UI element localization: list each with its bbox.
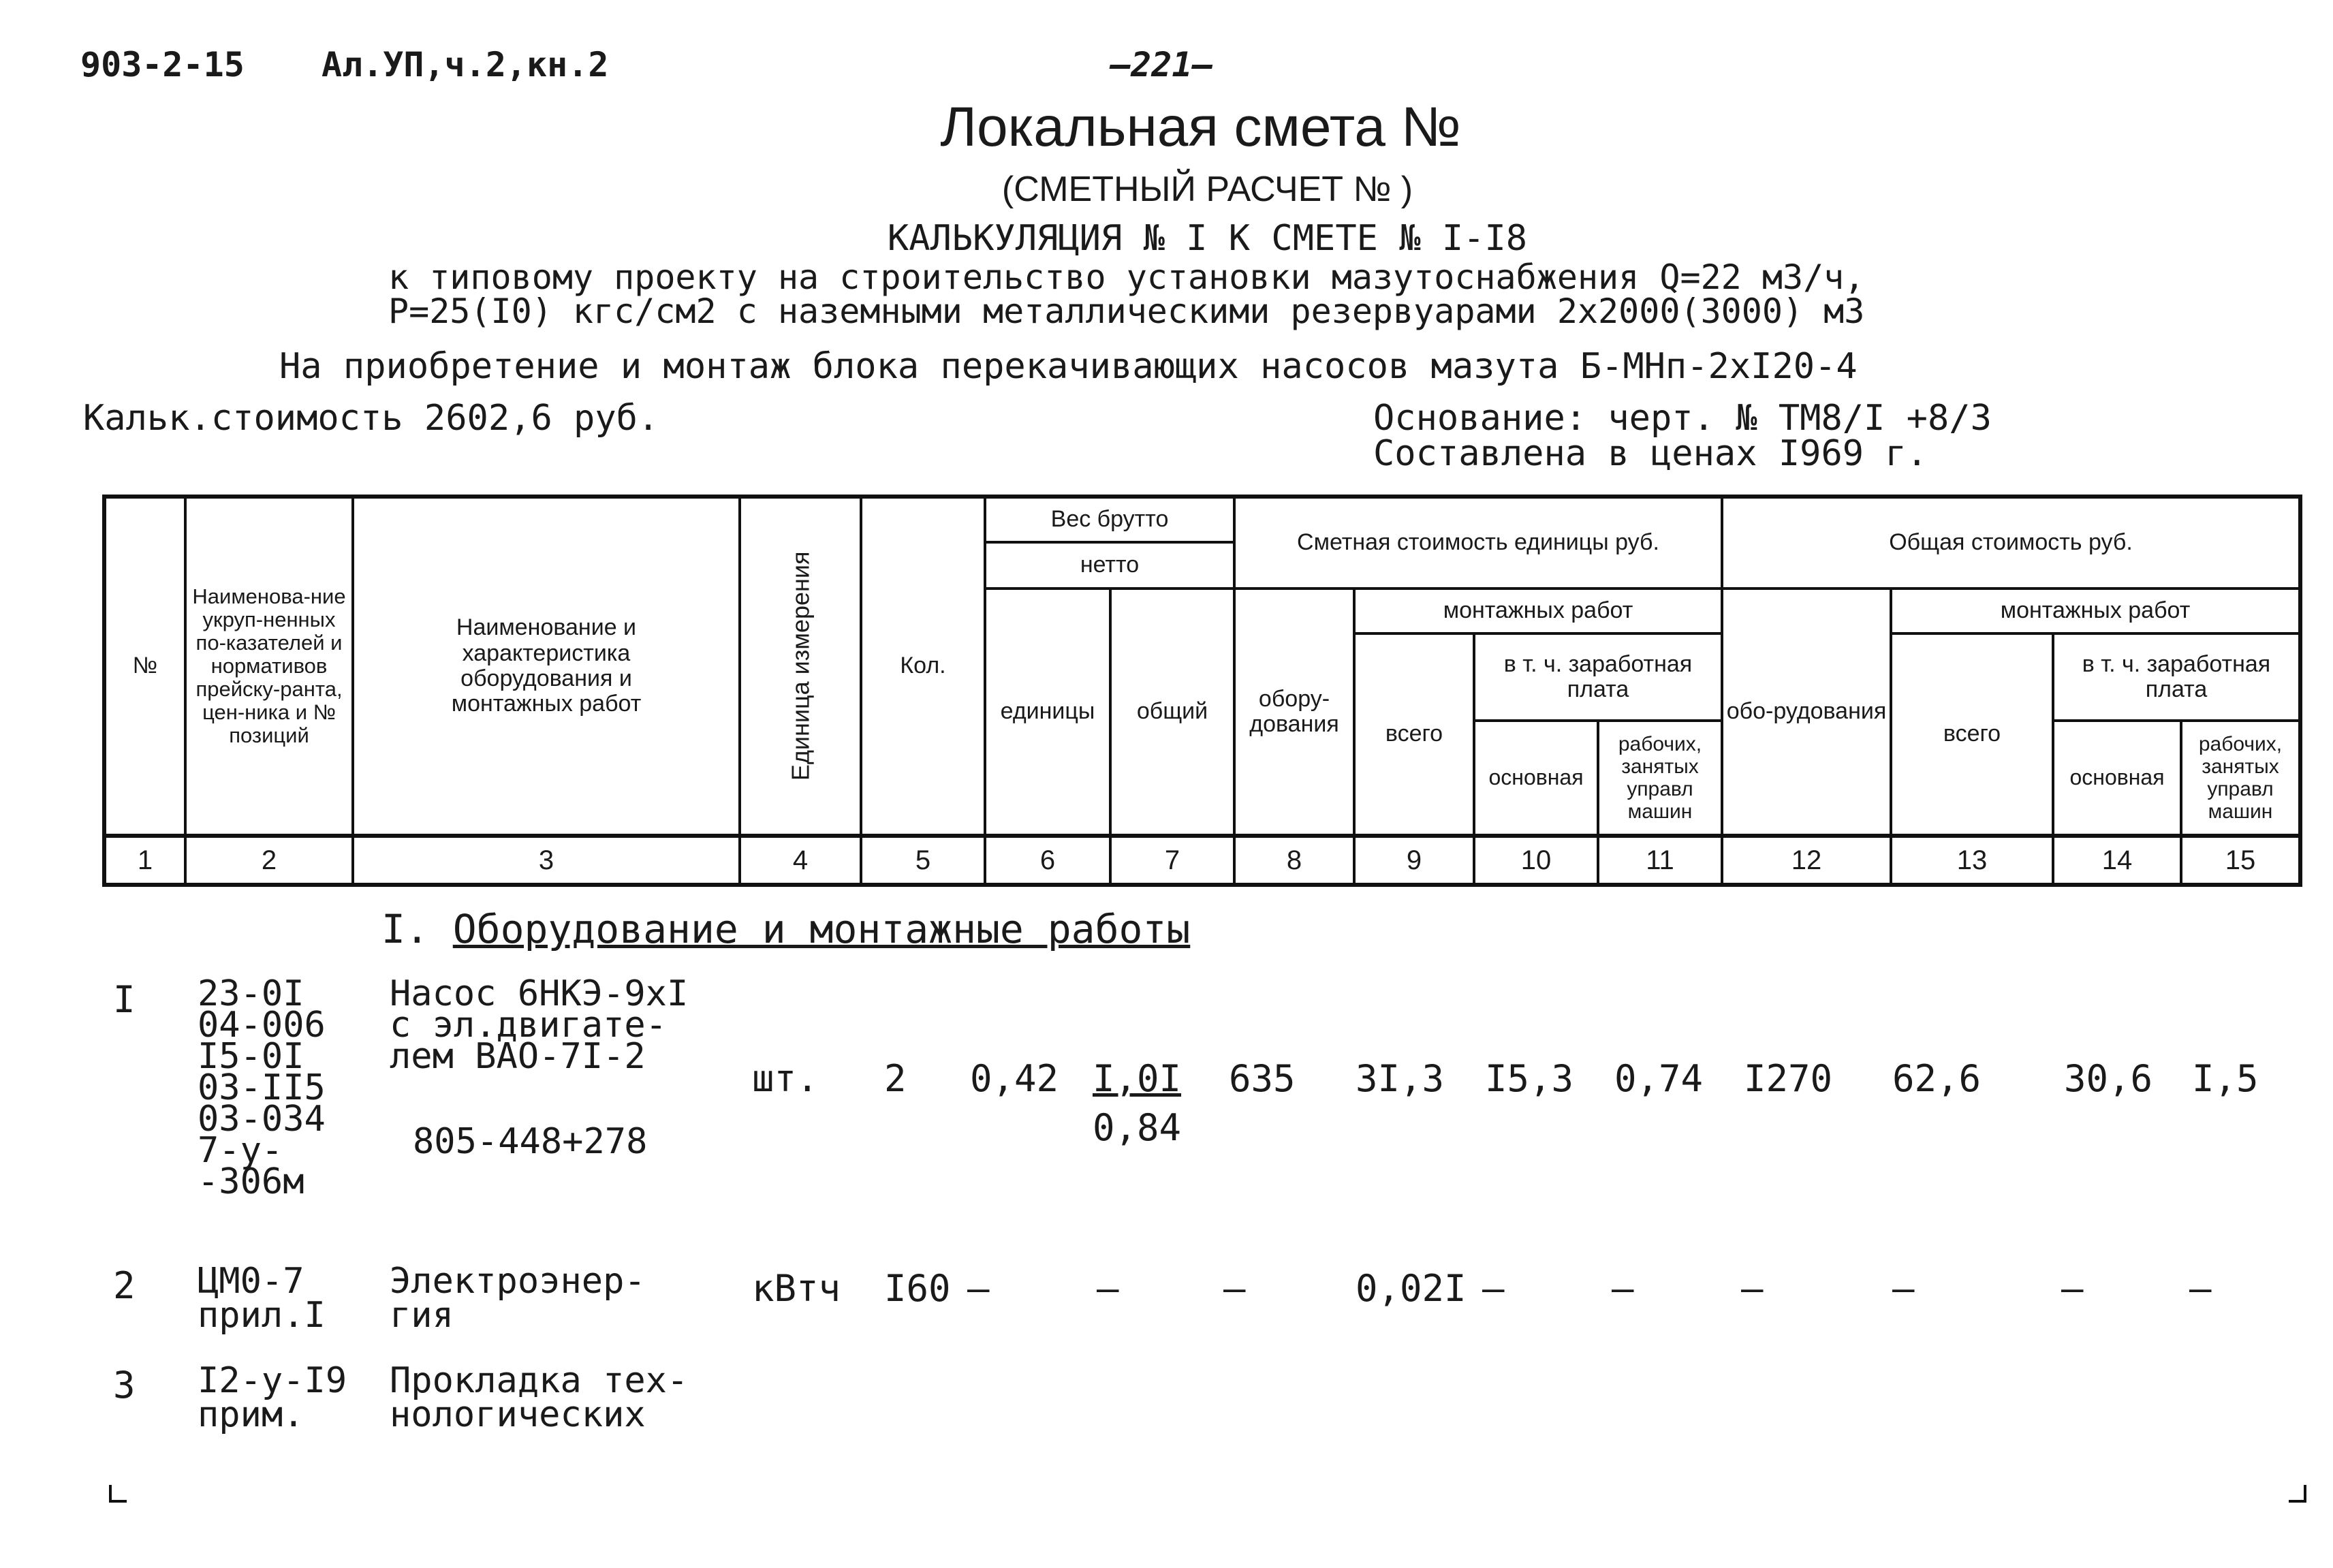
row-references bbox=[198, 1261, 326, 1336]
col-header-weight-gross: Вес брутто bbox=[1050, 506, 1169, 533]
row-total-equipment: – bbox=[1741, 1267, 1764, 1310]
col-header-number: № bbox=[132, 653, 158, 679]
row-item-name bbox=[390, 1261, 646, 1336]
project-description-line1: к типовому проекту на строительство установки мазутоснабжения Q=22 м3/ч, bbox=[388, 257, 1865, 297]
row-number: 3 bbox=[113, 1364, 136, 1407]
row-unit-mount-cost: 0,02I bbox=[1356, 1267, 1467, 1310]
reference-line: I5-0I bbox=[198, 1036, 304, 1077]
item-name-line: гия bbox=[390, 1295, 454, 1336]
row-item-name bbox=[390, 973, 689, 1077]
reference-line: прил.I bbox=[198, 1295, 326, 1336]
row-total-equipment: I270 bbox=[1744, 1057, 1833, 1100]
crop-mark-left bbox=[109, 1485, 127, 1503]
col-number: 2 bbox=[261, 845, 277, 875]
col-number: 15 bbox=[2225, 845, 2256, 875]
row-total-mount: – bbox=[1892, 1267, 1915, 1310]
reference-line: 7-у- bbox=[198, 1130, 283, 1171]
col-number: 7 bbox=[1164, 845, 1180, 875]
col-number: 11 bbox=[1646, 845, 1674, 875]
col-header-weight-net: нетто bbox=[1080, 552, 1140, 578]
col-number: 3 bbox=[538, 845, 554, 875]
col-number: 5 bbox=[915, 845, 931, 875]
col-header-unit-mounting: монтажных работ bbox=[1443, 597, 1633, 624]
reference-line: -306м bbox=[198, 1161, 304, 1202]
col-header-unit-salary: в т. ч. заработная плата bbox=[1503, 650, 1693, 702]
row-total-mount: 62,6 bbox=[1892, 1057, 1982, 1100]
price-year: Составлена в ценах I969 г. bbox=[1373, 433, 1928, 474]
col-number: 10 bbox=[1520, 845, 1552, 875]
row-unit-salary-machine: – bbox=[1612, 1267, 1634, 1310]
col-header-name: Наименование и характеристика оборудования и монтажных работ bbox=[451, 614, 642, 717]
row-number: 2 bbox=[113, 1264, 136, 1307]
col-number: 4 bbox=[792, 845, 809, 875]
reference-line: ЦМ0-7 bbox=[198, 1261, 304, 1302]
col-number: 6 bbox=[1039, 845, 1056, 875]
col-header-weight-unit: единицы bbox=[1000, 698, 1095, 725]
col-header-total-salary: в т. ч. заработная плата bbox=[2082, 650, 2271, 702]
item-name-line: Электроэнер- bbox=[390, 1261, 646, 1302]
reference-line: 23-0I bbox=[198, 973, 304, 1014]
reference-line: I2-у-I9 bbox=[198, 1360, 347, 1401]
col-header-unit-salary-base: основная bbox=[1488, 765, 1584, 790]
row-price-formula: 805-448+278 bbox=[413, 1121, 648, 1162]
page-title: Локальная смета № bbox=[940, 96, 1461, 158]
page-subtitle: (СМЕТНЫЙ РАСЧЕТ № ) bbox=[1001, 170, 1413, 209]
row-weight-unit: – bbox=[967, 1267, 990, 1310]
col-header-total-salary-base: основная bbox=[2069, 765, 2165, 790]
row-unit-salary-base: I5,3 bbox=[1485, 1057, 1574, 1100]
crop-mark-right bbox=[2289, 1485, 2306, 1503]
row-weight-unit: 0,42 bbox=[970, 1057, 1059, 1100]
row-total-salary-machine: I,5 bbox=[2192, 1057, 2259, 1100]
row-weight-total: – bbox=[1097, 1267, 1119, 1310]
col-number: 12 bbox=[1791, 845, 1822, 875]
section-number: I. bbox=[381, 906, 429, 952]
row-unit-equipment-cost: 635 bbox=[1229, 1057, 1296, 1100]
calculation-basis: Основание: черт. № ТМ8/I +8/3 bbox=[1373, 398, 1992, 439]
document-code: 903-2-15 bbox=[80, 45, 245, 84]
reference-line: 03-II5 bbox=[198, 1067, 326, 1108]
col-header-unit: Единица измерения bbox=[786, 551, 815, 781]
col-number: 13 bbox=[1956, 845, 1988, 875]
row-weight-total: I,0I bbox=[1093, 1057, 1182, 1100]
calculation-title: КАЛЬКУЛЯЦИЯ № I К СМЕТЕ № I-I8 bbox=[887, 218, 1528, 259]
col-number: 9 bbox=[1406, 845, 1422, 875]
col-header-unit-mount-total: всего bbox=[1385, 721, 1443, 747]
row-unit-mount-cost: 3I,3 bbox=[1356, 1057, 1445, 1100]
col-header-total-mounting: монтажных работ bbox=[2000, 597, 2191, 624]
col-header-total-cost: Общая стоимость руб. bbox=[1889, 529, 2133, 556]
item-name-line: лем ВАО-7I-2 bbox=[390, 1036, 646, 1077]
section-title bbox=[381, 906, 1190, 952]
page-number: —221— bbox=[1110, 45, 1213, 84]
section-name: Оборудование и монтажные работы bbox=[452, 906, 1191, 952]
row-references bbox=[198, 1360, 347, 1435]
row-unit-equipment-cost: – bbox=[1223, 1267, 1246, 1310]
row-unit: кВтч bbox=[752, 1267, 841, 1310]
item-name-line: нологических bbox=[390, 1394, 646, 1435]
reference-line: прим. bbox=[198, 1394, 304, 1435]
row-total-salary-base: 30,6 bbox=[2064, 1057, 2153, 1100]
album-reference: Ал.УП,ч.2,кн.2 bbox=[322, 45, 609, 84]
project-description-line2: Р=25(I0) кгс/см2 с наземными металлическими резервуарами 2х2000(3000) м3 bbox=[388, 292, 1865, 331]
row-unit-salary-machine: 0,74 bbox=[1614, 1057, 1704, 1100]
table-header bbox=[102, 495, 2302, 887]
col-header-weight-total: общий bbox=[1136, 698, 1208, 725]
reference-line: 03-034 bbox=[198, 1099, 326, 1140]
row-quantity: I60 bbox=[884, 1267, 951, 1310]
col-number: 1 bbox=[137, 845, 153, 875]
row-number: I bbox=[113, 978, 136, 1021]
col-number: 14 bbox=[2101, 845, 2133, 875]
row-item-name bbox=[390, 1360, 689, 1435]
col-header-unit-cost: Сметная стоимость единицы руб. bbox=[1297, 529, 1659, 556]
reference-line: 04-006 bbox=[198, 1005, 326, 1046]
row-weight-net: 0,84 bbox=[1093, 1106, 1182, 1149]
row-quantity: 2 bbox=[884, 1057, 907, 1100]
row-unit: шт. bbox=[752, 1057, 819, 1100]
calculation-cost: Кальк.стоимость 2602,6 руб. bbox=[83, 398, 659, 439]
row-references bbox=[198, 973, 326, 1202]
item-name-line: Прокладка тех- bbox=[390, 1360, 689, 1401]
col-header-total-equipment: обо-рудования bbox=[1726, 698, 1887, 725]
col-header-unit-equipment: обору-дования bbox=[1249, 685, 1339, 737]
row-unit-salary-base: – bbox=[1482, 1267, 1505, 1310]
item-name-line: Насос 6НКЭ-9хI bbox=[390, 973, 689, 1014]
col-number: 8 bbox=[1286, 845, 1302, 875]
col-header-total-mount-total: всего bbox=[1943, 721, 2001, 747]
col-header-reference: Наименова-ние укруп-ненных по-казателей и нормативов прейску-ранта, цен-ника и № позиций bbox=[192, 584, 346, 748]
col-header-unit-salary-machine: рабочих, занятых управл машин bbox=[1618, 733, 1702, 823]
col-header-total-salary-machine: рабочих, занятых управл машин bbox=[2198, 733, 2283, 823]
col-header-quantity: Кол. bbox=[900, 653, 946, 679]
item-name-line: с эл.двигате- bbox=[390, 1005, 667, 1046]
row-total-salary-machine: – bbox=[2189, 1267, 2212, 1310]
calculation-purpose: На приобретение и монтаж блока перекачивающих насосов мазута Б-МНп-2хI20-4 bbox=[279, 346, 1858, 387]
row-total-salary-base: – bbox=[2061, 1267, 2084, 1310]
